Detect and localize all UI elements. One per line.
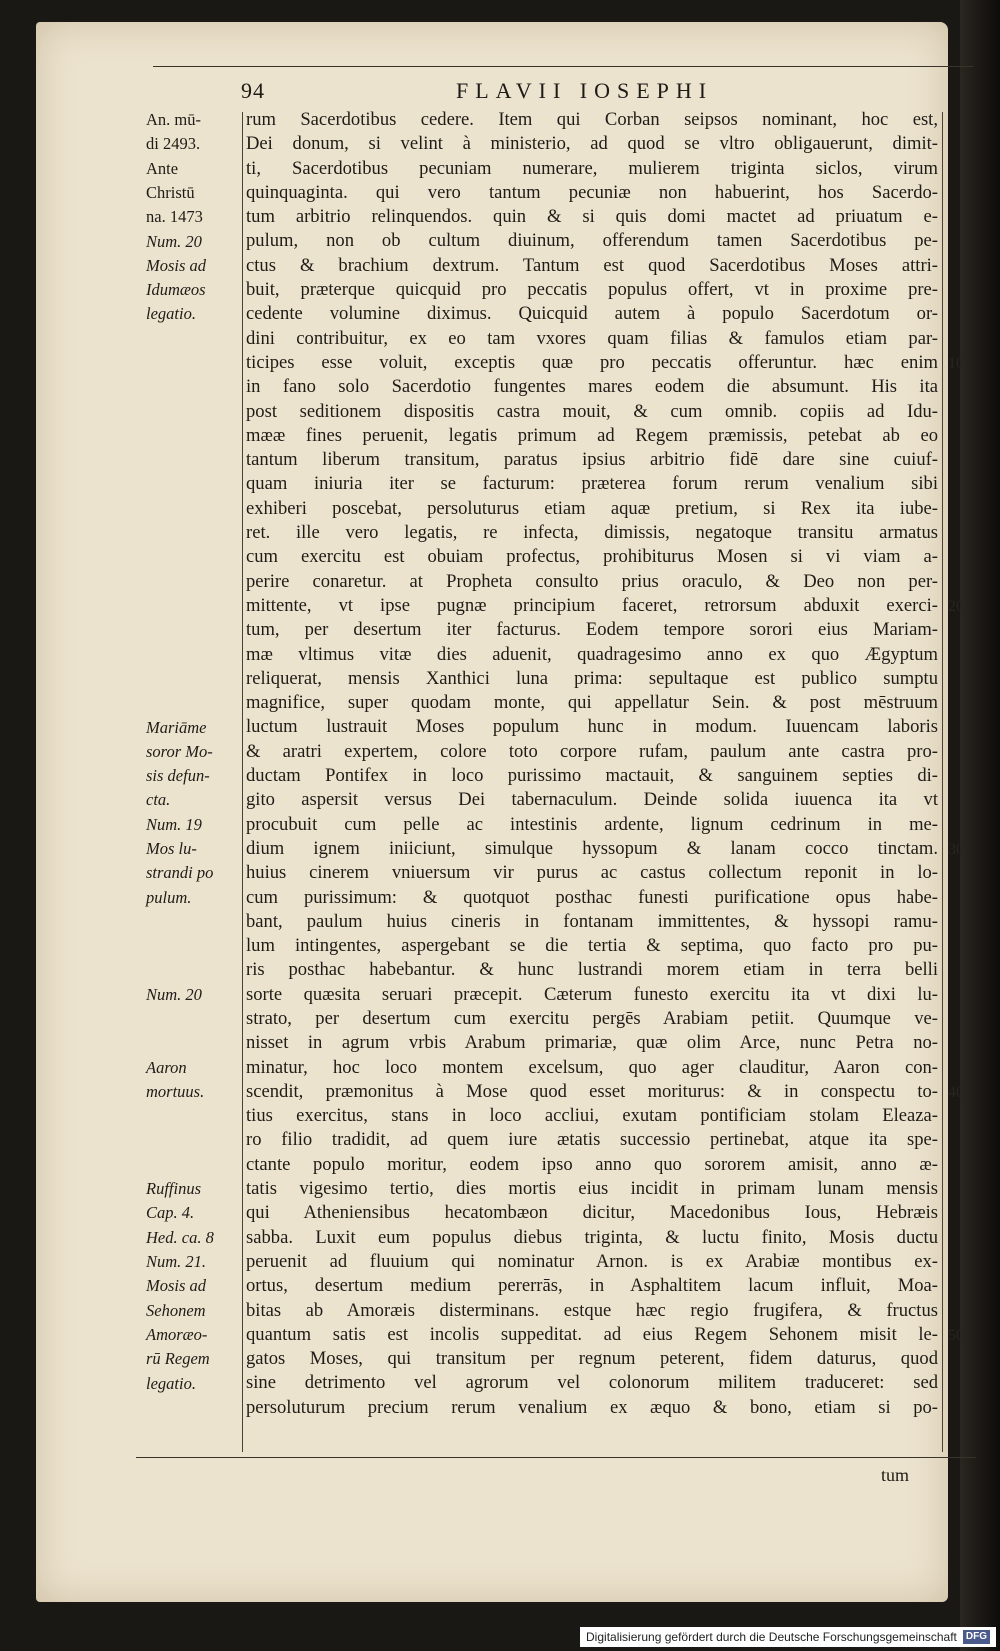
text-line: ticipes esse voluit, exceptis quæ pro peccatis offeruntur. hæc enim [246,351,938,373]
text-line: peruenit ad fluuium qui nominatur Arnon. is ex Arabiæ montibus ex- [246,1250,938,1272]
margin-note-line: Amoræo- [146,1324,208,1344]
text-line: dium ignem iniiciunt, simulque hyssopum & lanam cocco tinctam. [246,837,938,859]
text-line: scendit, præmonitus à Mose quod esset moriturus: & in conspectu to- [246,1080,938,1102]
margin-note-line: Sehonem [146,1300,206,1320]
margin-note-line: Aaron [146,1057,187,1077]
margin-note-line: cta. [146,790,171,810]
margin-note-line: Idumæos [146,280,206,300]
text-line: procubuit cum pelle ac intestinis ardente, lignum cedrinum in me- [246,813,938,835]
margin-note [146,716,241,910]
text-line: ro filio tradidit, ad quem iure ætatis successio pertinebat, atque ita spe- [246,1129,938,1151]
bottom-rule [136,1457,976,1458]
margin-note-line: Num. 21. [146,1252,207,1272]
text-line: tantum liberum transitum, paratus ipsius arbitrio fidē dare sine cuiuf- [246,449,938,471]
text-line: tum, per desertum iter facturus. Eodem tempore sorori eius Mariam- [246,619,938,641]
text-line: mittente, vt ipse pugnæ principium faceret, retrorsum abduxit exerci- [246,594,938,616]
footer-text: Digitalisierung gefördert durch die Deutsche Forschungsgemeinschaft [586,1630,957,1644]
margin-note [146,983,241,1007]
text-line: huius cinerem vniuersum vir purus ac castus collectum reponit in lo- [246,862,938,884]
text-line: ris posthac habebantur. & hunc lustrandi morem etiam in terra belli [246,959,938,981]
text-line: qui Atheniensibus hecatombæon dicitur, Macedonibus Ious, Hebræis [246,1202,938,1224]
text-line: in fano solo Sacerdotio fungentes mares eodem die absumunt. His ita [246,376,938,398]
text-line: tius exercitus, stans in loco accliui, exutam pontificiam stolam Eleaza- [246,1105,938,1127]
line-number: 30 [948,841,964,858]
text-line: sabba. Luxit eum populus diebus triginta, & luctu finito, Mosis ductu [246,1226,938,1248]
text-line: dini contribuitur, ex eo tam vxores quam filias & famulos etiam par- [246,327,938,349]
line-number: 50 [948,1327,964,1344]
text-line: reliquerat, mensis Xanthici luna prima: sepultaque est publico sumptu [246,667,938,689]
text-line: magnifice, super quodam monte, qui appellatur Sein. & post mēstruum [246,692,938,714]
text-line: buit, præterque quicquid pro peccatis populus offert, vt in proxime pre- [246,279,938,301]
catchword: tum [881,1465,910,1485]
text-line: rum Sacerdotibus cedere. Item qui Corban seipsos nominant, hoc est, [246,109,938,130]
text-line: mææ fines peruenit, legatis primum ad Regem præmissis, petebat ab eo [246,424,938,446]
text-line: perire conaretur. at Propheta consulto prius oraculo, & Deo non per- [246,570,938,592]
text-line: strato, per desertum cum exercitu pergēs Arabiam petiit. Quumque ve- [246,1007,938,1029]
margin-note-line: rū Regem [146,1349,210,1369]
text-line: pulum, non ob cultum diuinum, offerendum tamen Sacerdotibus pe- [246,230,938,252]
text-line: cum purissimum: & quotquot posthac funesti purificatione opus habe- [246,886,938,908]
line-number: 40 [948,1084,964,1101]
margin-note-line: Mosis ad [146,1276,207,1296]
top-rule [153,66,973,67]
margin-note-line: na. 1473 [146,207,203,227]
margin-note [146,1177,241,1396]
text-line: ret. ille vero legatis, re infecta, dimissis, negatoque transitu armatus [246,522,938,544]
margin-divider-right [942,112,943,1452]
margin-note-line: Num. 20 [146,984,202,1004]
running-title: FLAVII IOSEPHI [456,78,714,103]
margin-note-line: Cap. 4. [146,1203,195,1223]
text-line: ductam Pontifex in loco purissimo mactauit, & sanguinem septies di- [246,765,938,787]
text-line: post seditionem dispositis castra mouit, & cum omnib. copiis ad Idu- [246,400,938,422]
digitization-footer [580,1627,996,1647]
margin-note-line: legatio. [146,304,196,324]
text-line: cum exercitu est obuiam profectus, prohibiturus Mosen si vi viam a- [246,546,938,568]
text-line: minatur, hoc loco montem excelsum, quo ager clauditur, Aaron con- [246,1056,938,1078]
text-line: Dei donum, si velint à ministerio, ad quod se vltro obligauerunt, dimit- [246,133,938,155]
text-line: mæ vltimus vitæ dies aduenit, quadragesimo anno ex quo Ægyptum [246,643,938,665]
text-line: ctus & brachium dextrum. Tantum est quod Sacerdotibus Moses attri- [246,254,938,276]
margin-note-line: Hed. ca. 8 [146,1227,214,1247]
margin-note-line: Mosis ad [146,255,207,275]
margin-note-line: Mariāme [146,717,207,737]
text-line: ti, Sacerdotibus pecuniam numerare, mulierem triginta siclos, virum [246,157,938,179]
text-line: luctum lustrauit Moses populum hunc in modum. Iuuencam laboris [246,716,938,738]
text-line: ctante populo moritur, eodem ipso anno quo sororem amisit, anno æ- [246,1153,938,1175]
text-line: gatos Moses, qui transitum per regnum peterent, fidem daturus, quod [246,1348,938,1370]
text-line: persoluturum precium rerum venalium ex æquo & bono, etiam si po- [246,1396,938,1418]
margin-note-line: mortuus. [146,1081,205,1101]
body-text [246,108,938,1420]
text-line: tatis vigesimo tertio, dies mortis eius incidit in primam lunam mensis [246,1178,938,1200]
text-line: & aratri expertem, colore toto corpore rufam, paulum ante castra pro- [246,740,938,762]
line-number: 20 [948,598,964,615]
text-line: cedente volumine diximus. Quicquid autem à populo Sacerdotum or- [246,303,938,325]
margin-note-line: pulum. [146,887,192,907]
margin-note-line: strandi po [146,863,214,883]
text-line: gito aspersit versus Dei tabernaculum. Deinde solida iuuenca ita vt [246,789,938,811]
margin-divider-left [242,112,243,1452]
margin-note-line: Mos lu- [146,838,197,858]
margin-note-line: An. mū- [146,110,201,129]
margin-note-line: di 2493. [146,134,201,154]
text-line: quam iniuria iter se facturum: præterea forum rerum venalium sibi [246,473,938,495]
margin-note [146,230,241,327]
scanned-page [36,22,964,1602]
margin-note-line: Num. 19 [146,814,202,834]
text-line: bant, paulum huius cineris in fontanam immittentes, & hyssopi ramu- [246,910,938,932]
margin-note-line: Num. 20 [146,231,202,251]
text-line: ortus, desertum medium pererrās, in Asphaltitem lacum influit, Moa- [246,1275,938,1297]
text-line: lum intingentes, aspergebant se die tertia & septima, quo facto pro pu- [246,935,938,957]
text-line: quinquaginta. qui vero tantum pecuniæ non habuerint, hos Sacerdo- [246,181,938,203]
margin-note-line: soror Mo- [146,741,213,761]
margin-note [146,108,241,229]
dfg-logo: DFG [963,1630,990,1644]
text-line: quantum satis est incolis suppeditat. ad eius Regem Sehonem misit le- [246,1323,938,1345]
margin-note-line: Ruffinus [146,1179,202,1199]
margin-note [146,1056,241,1105]
margin-note-line: sis defun- [146,766,210,786]
text-line: exhiberi poscebat, persoluturus etiam aquæ pretium, si Rex ita iube- [246,497,938,519]
book-spine [960,0,1000,1651]
margin-note-line: Christū [146,182,195,202]
text-line: tum arbitrio relinquendos. quin & si quis domi mactet ad priuatum e- [246,206,938,228]
text-line: sorte quæsita seruari præcepit. Cæterum funesto exercitu ita vt dixi lu- [246,983,938,1005]
text-line: bitas ab Amoræis disterminans. estque hæc regio frugifera, & fructus [246,1299,938,1321]
text-line: nisset in agrum vrbis Arabum primariæ, quæ olim Arce, nunc Petra no- [246,1032,938,1054]
text-line: sine detrimento vel agrorum vel colonorum militem traduceret: sed [246,1372,938,1394]
line-number: 10 [948,355,964,372]
margin-note-line: Ante [146,158,179,178]
page-number: 94 [241,78,265,103]
margin-note-line: legatio. [146,1373,196,1393]
